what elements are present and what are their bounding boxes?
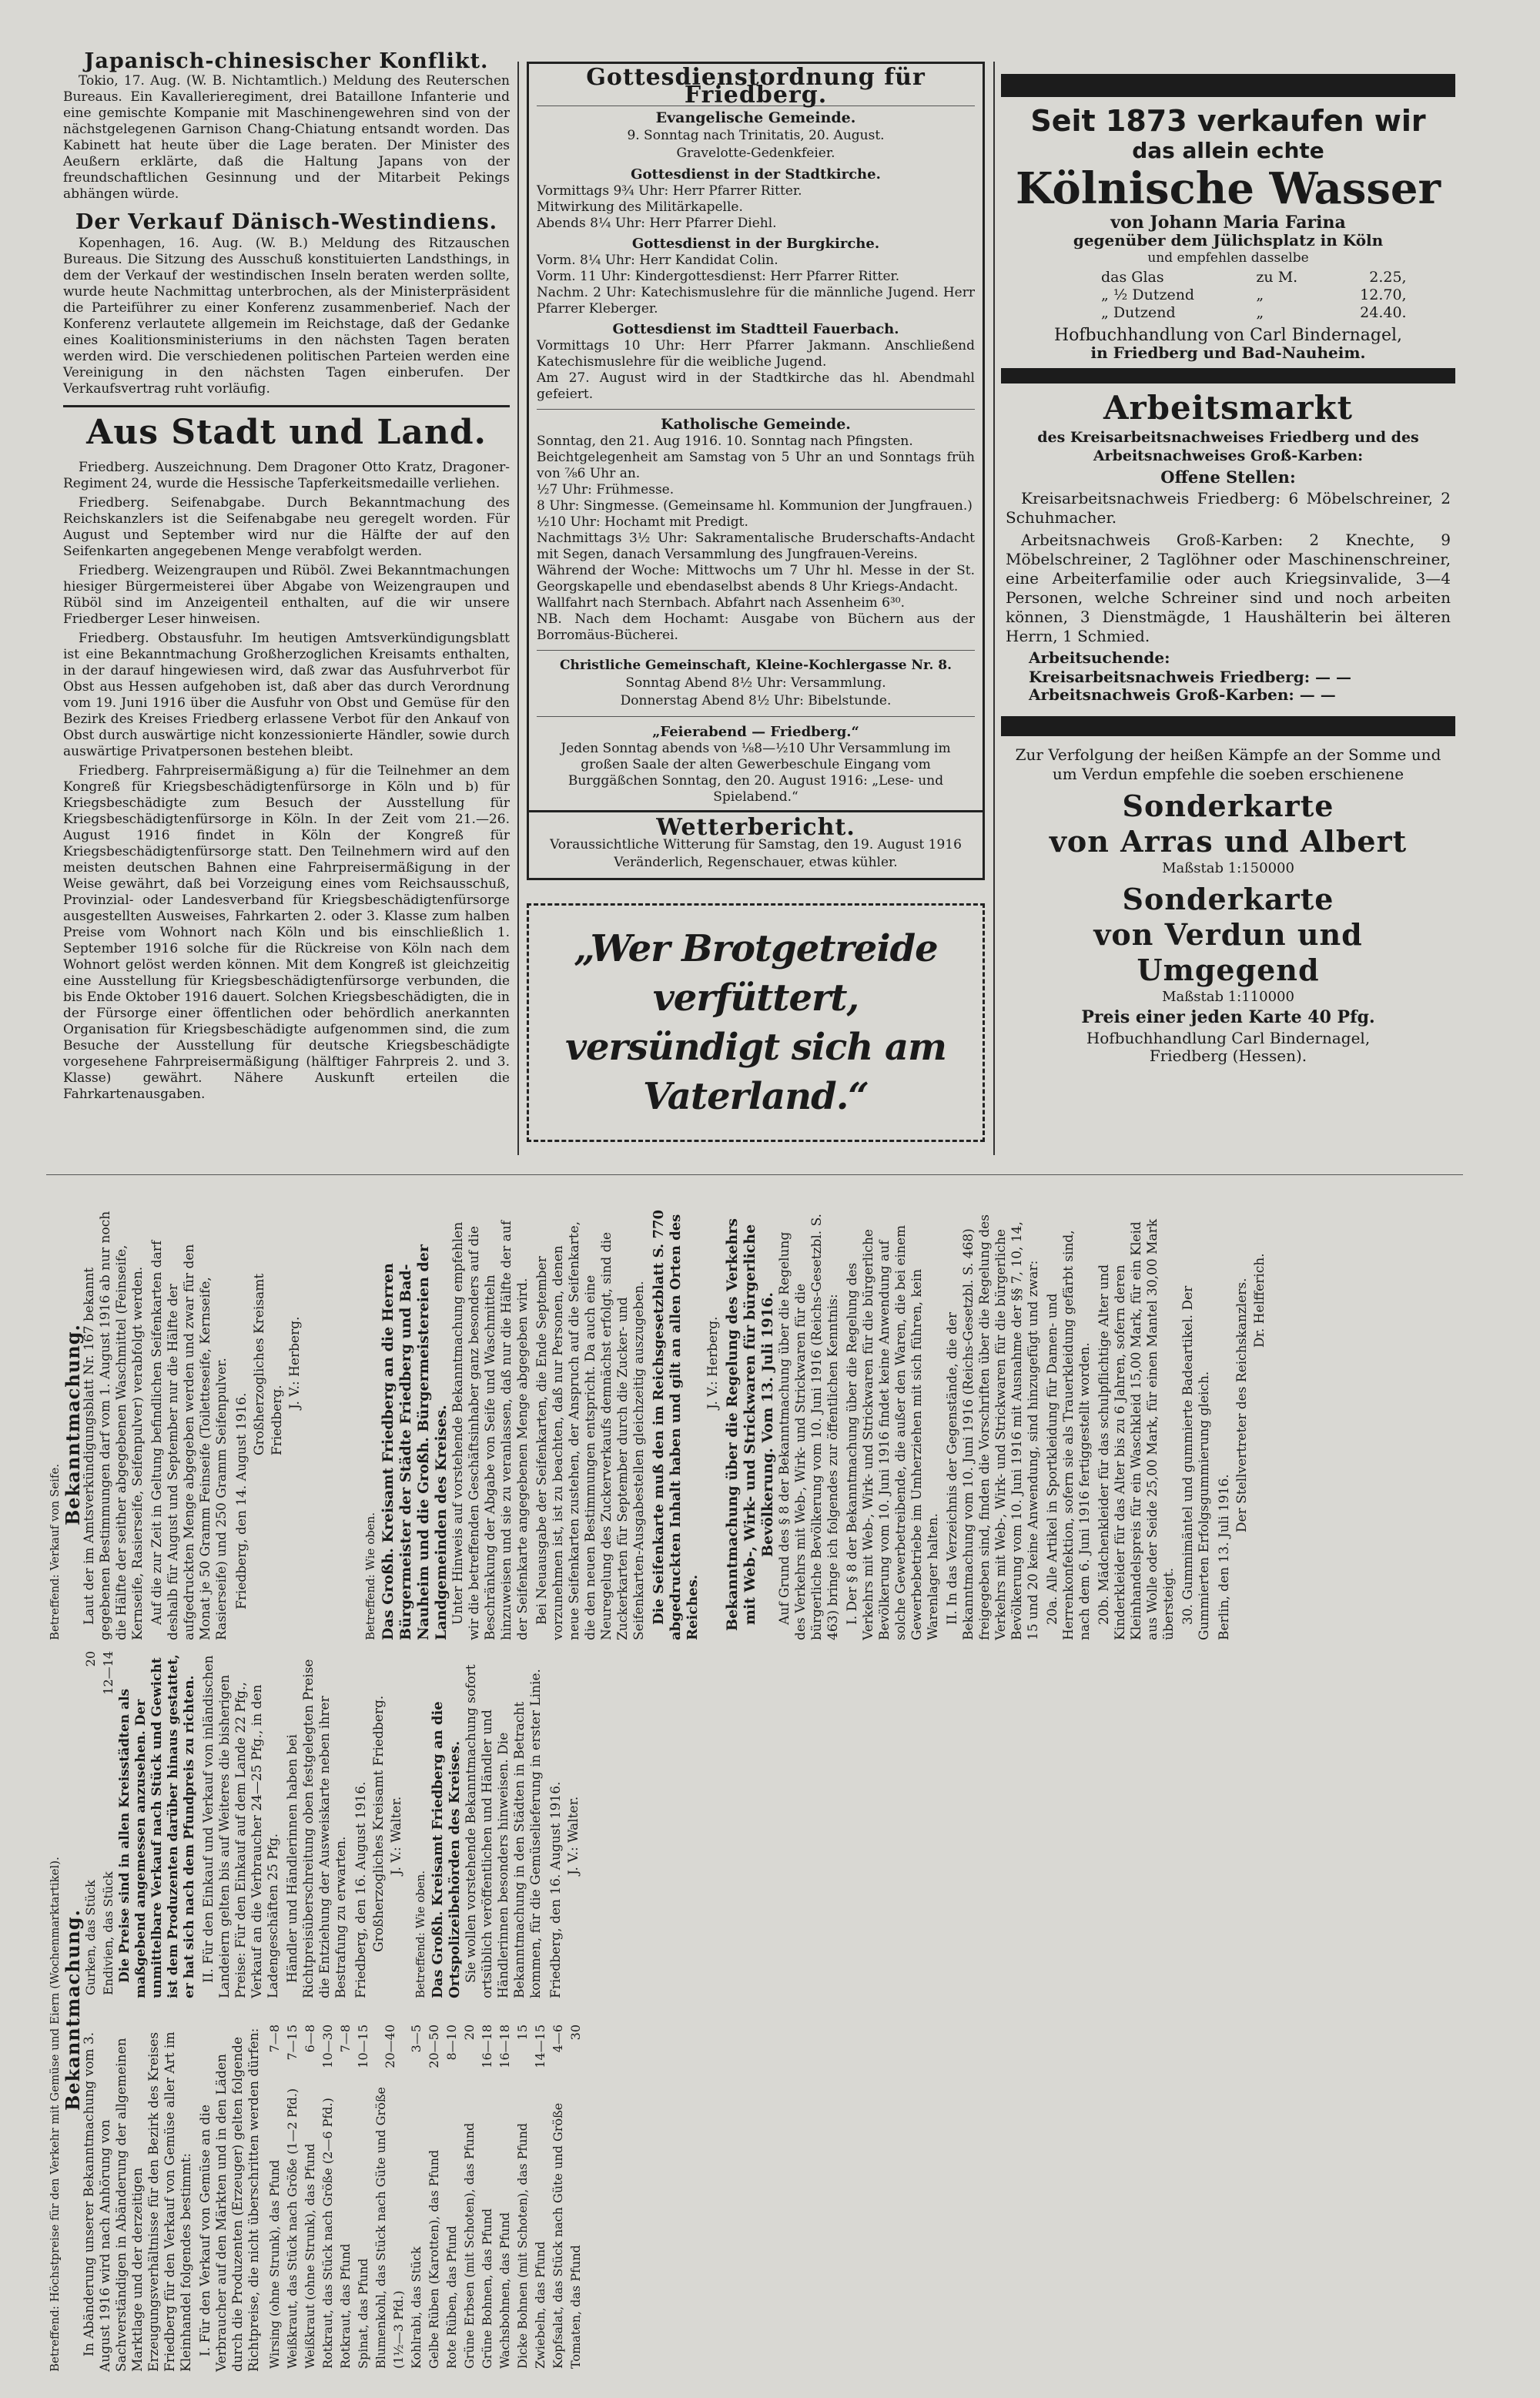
price-list-item: Rotkraut, das Stück nach Größe (2—6 Pfd.)	[320, 2098, 335, 2369]
labor-market-sub: des Kreisarbeitsnachweises Friedberg und des Arbeitsnachweises Groß-Karben:	[1037, 429, 1419, 464]
feierabend-heading: „Feierabend — Friedberg.“	[652, 724, 859, 740]
price-list-item: Spinat, das Pfund	[356, 2258, 370, 2369]
notice-signature: Der Stellvertreter des Reichskanzlers.	[1234, 1278, 1250, 1532]
notice-text: 20b. Mädchenkleider für das schulpflichtige Alter und Kinderkleider für das Alter bis zu 6 Jahren, sofern deren Kleinhandelspreis für ein Waschkleid 15,00 Mark, für ein Kleid aus Wolle oder Seide 25,00 Mark, für einen Mantel 30,00 Mark übersteigt.	[1096, 1218, 1177, 1640]
notice-subject: Betreffend: Wie oben.	[413, 1870, 427, 1998]
price-list-price: 20	[462, 2025, 477, 2041]
price-list-item: Tomaten, das Pfund	[568, 2245, 583, 2369]
price-list-row	[82, 1648, 99, 1998]
price-list-item: Weißkraut (ohne Strunk), das Pfund	[303, 2143, 317, 2369]
notice-signature: Friedberg, den 16. August 1916.	[548, 1781, 564, 1998]
price-list-item: Kopfsalat, das Stück nach Güte und Größe	[551, 2102, 565, 2369]
notice-heading: Das Großh. Kreisamt Friedberg an die Ortspolizeibehörden des Kreises.	[430, 1701, 463, 1998]
price-cell: „ Dutzend	[1101, 304, 1176, 321]
catholic-line: Wallfahrt nach Sternbach. Abfahrt nach Assenheim 6³⁰.	[537, 595, 906, 611]
column-church	[527, 62, 985, 1142]
stadtkirche-line: Abends 8¼ Uhr: Herr Pfarrer Diehl.	[537, 216, 777, 231]
black-bar	[1001, 716, 1455, 736]
catholic-heading: Katholische Gemeinde.	[661, 416, 851, 433]
labor-market-text: Arbeitsnachweis Groß-Karben: 2 Knechte, 9 Möbelschreiner, 2 Taglöhner oder Maschinenschreiner, eine Arbeiterfamilie oder auch Kriegsinvalide, 3—4 Personen, welche Schreiner sind und noch arbeiten können, 3 Dienstmägde, 1 Haushälterin bei älteren Herrn, 1 Schmied.	[1006, 531, 1451, 645]
farina-ad-line: von Johann Maria Farina	[1110, 213, 1346, 233]
price-list-item: Grüne Erbsen (mit Schoten), das Pfund	[462, 2122, 477, 2369]
stadtkirche-heading: Gottesdienst in der Stadtkirche.	[631, 166, 881, 183]
price-list-row	[425, 2021, 443, 2372]
notice-signature: Berlin, den 13. Juli 1916.	[1217, 1474, 1232, 1640]
price-cell: 12.70,	[1360, 286, 1407, 303]
price-list-item: Endivien, das Stück	[101, 1871, 116, 1995]
labor-market-open: Offene Stellen:	[1160, 467, 1296, 487]
burgkirche-line: Nachm. 2 Uhr: Katechismuslehre für die männliche Jugend. Herr Pfarrer Kleberger.	[537, 285, 975, 316]
notice-text: I. Für den Verkauf von Gemüse an die Verbraucher auf den Märkten und in den Läden durch die Produzenten (Erzeuger) gelten folgende Richtpreise, die nicht überschritten werden dürfen:	[198, 2028, 262, 2372]
price-list-row	[478, 2021, 496, 2372]
price-list-price: 16—18	[497, 2025, 512, 2068]
divider	[63, 405, 510, 407]
price-list-price: 20—50	[427, 2025, 441, 2068]
notice-vegetable-prices	[46, 1648, 939, 2372]
price-list-price: 7—8	[267, 2025, 282, 2053]
price-list-item: Zwiebeln, das Pfund	[533, 2241, 547, 2369]
column-divider	[993, 62, 995, 1155]
article-auszeichnung: Friedberg. Auszeichnung. Dem Dragoner Otto Kratz, Dragoner-Regiment 24, wurde die Hessische Tapferkeitsmedaille verliehen.	[63, 460, 510, 491]
map-ad-scale: Maßstab 1:110000	[1162, 989, 1294, 1005]
article-obstausfuhr: Friedberg. Obstausfuhr. Im heutigen Amtsverkündigungsblatt ist eine Bekanntmachung Großherzoglichen Kreisamts enthalten, in der darauf hingewiesen wird, daß zwar das Ausfuhrverbot für Obst aus Hessen aufgehoben ist, daß aber das durch Verordnung vom 19. Juni 1916 über die Ausfuhr von Obst und Gemüse für den Bezirk des Kreises Friedberg erlassene Verbot für den Ankauf von Obst durch auswärtige nicht konzessionierte Händler, sowie durch auswärtige Privatpersonen bestehen bleibt.	[63, 631, 510, 759]
catholic-line: ½10 Uhr: Hochamt mit Predigt.	[537, 514, 748, 530]
farina-ad-line: und empfehlen dasselbe	[1147, 250, 1309, 266]
farina-ad-line: Seit 1873 verkaufen wir	[1030, 104, 1426, 138]
notice-signature: Großherzogliches Kreisamt Friedberg.	[371, 1695, 387, 1952]
price-row	[1098, 269, 1410, 286]
stadtkirche-line: Vormittags 9¾ Uhr: Herr Pfarrer Ritter.	[537, 183, 802, 199]
weather-heading: Wetterbericht.	[656, 814, 855, 841]
catholic-line: NB. Nach dem Hochamt: Ausgabe von Büchern aus der Borromäus-Bücherei.	[537, 611, 975, 643]
price-list-price: 12—14	[101, 1651, 116, 1695]
evangelical-heading: Evangelische Gemeinde.	[655, 109, 856, 126]
price-list-row	[266, 2021, 283, 2372]
headline-japan-china: Japanisch-chinesischer Konflikt.	[84, 49, 489, 73]
price-list-row	[301, 2021, 319, 2372]
price-cell: „	[1256, 304, 1264, 321]
map-ad-title: von Arras und Albert	[1049, 824, 1408, 859]
map-ad-price: Preis einer jeden Karte 40 Pfg.	[1081, 1007, 1375, 1027]
weather-line: Voraussichtliche Witterung für Samstag, den 19. August 1916	[550, 837, 962, 852]
notice-soap-mayors	[362, 1209, 724, 1640]
notice-signature: J. V.: Herberg.	[287, 1316, 303, 1409]
price-list-row	[460, 2021, 478, 2372]
labor-market-title: Arbeitsmarkt	[1103, 389, 1354, 427]
notice-signature: Großherzogliches Kreisamt Friedberg.	[252, 1273, 285, 1455]
map-ad-title: Sonderkarte	[1122, 789, 1334, 823]
price-list-price: 7—15	[285, 2025, 300, 2061]
black-bar	[1001, 368, 1455, 383]
column-divider	[517, 62, 519, 1155]
labor-market-seekers: Arbeitsuchende:	[1029, 648, 1170, 667]
catholic-line: ½7 Uhr: Frühmesse.	[537, 482, 675, 497]
price-cell: das Glas	[1101, 269, 1164, 286]
article-danish-westindies: Kopenhagen, 16. Aug. (W. B.) Meldung des Ritzauschen Bureaus. Die Sitzung des Ausschuß konstituierten Landsthings, in dem der Verkauf der westindischen Inseln beraten werden sollte, wurde heute Nachmittag unterbrochen, als der Ministerpräsident die Parteiführer zu einer Konferenz zusammenberief. Nach der Konferenz verlautete allgemein im Reichstage, daß der Gedanke eines Koalitionsministeriums in den nächsten Tagen beraten werden wird. Die verschiedenen politischen Parteien werden eine Vereinigung in den nächsten Tagen einberufen. Der Verkaufsvertrag ruht vorläufig.	[63, 236, 510, 397]
burgkirche-heading: Gottesdienst in der Burgkirche.	[631, 236, 880, 252]
weather-line: Veränderlich, Regenschauer, etwas kühler.	[614, 855, 898, 870]
price-cell: 2.25,	[1369, 269, 1407, 286]
map-ad-title: Sonderkarte	[1122, 882, 1334, 916]
fauerbach-line: Vormittags 10 Uhr: Herr Pfarrer Jakmann. Anschließend Katechismuslehre für die weibliche Jugend.	[537, 338, 975, 370]
price-cell: „	[1256, 286, 1264, 303]
price-list-price: 15	[515, 2025, 530, 2041]
divider	[46, 1174, 1463, 1175]
notice-text: 30. Gummimäntel und gummierte Badeartikel. Der Gummierten Erfolgsgummierung gleich.	[1180, 1285, 1212, 1640]
notice-heading: Bekanntmachung über die Regelung des Verkehrs mit Web-, Wirk- und Strickwaren für bürgerliche Bevölkerung. Vom 13. Juli 1916.	[724, 1218, 776, 1631]
section-title-stadt-land: Aus Stadt und Land.	[86, 413, 487, 452]
price-row	[1098, 304, 1410, 322]
price-cell: 24.40.	[1360, 304, 1407, 321]
price-list-item: Gelbe Rüben (Karotten), das Pfund	[427, 2149, 441, 2369]
church-schedule-box	[527, 62, 985, 812]
feierabend-text: Jeden Sonntag abends von ⅛8—½10 Uhr Versammlung im großen Saale der alten Gewerbeschule Eingang vom Burggäßchen Sonntag, den 20. August 1916: „Lese- und Spielabend.“	[561, 741, 951, 805]
notice-text: Auf Grund des § 8 der Bekanntmachung über die Regelung des Verkehrs mit Web-, Wirk- und Strickwaren für die bürgerliche Bevölkerung vom 10. Juni 1916 (Reichs-Gesetzbl. S. 463) bringe ich folgendes zur öffentlichen Kenntnis:	[777, 1213, 841, 1640]
price-list-row	[99, 1648, 117, 1998]
fauerbach-heading: Gottesdienst im Stadtteil Fauerbach.	[612, 321, 899, 337]
notice-text: 20a. Alle Artikel in Sportkleidung für Damen- und Herrenkonfektion, sofern sie als Trauerkleidung gefärbt sind, nach dem 6. Juni 1916 fertiggestellt worden.	[1045, 1230, 1093, 1640]
price-list-price: 30	[568, 2025, 583, 2041]
slogan-box	[527, 903, 985, 1142]
notice-text: II. In das Verzeichnis der Gegenstände, die der Bekanntmachung vom 10. Juni 1916 (Reichs-Gesetzbl. S. 468) freigegeben sind, finden die Vorschriften über die Regelung des Verkehrs mit Web-, Wirk- und Strickwaren für die bürgerliche Bevölkerung vom 10. Juni 1916 mit Ausnahme der §§ 7, 10, 14, 15 und 20 keine Anwendung, sind hinzugefügt und zwar:	[945, 1214, 1041, 1640]
price-list-price: 8—10	[444, 2025, 459, 2061]
price-list-item: Wirsing (ohne Strunk), das Pfund	[267, 2159, 282, 2369]
notice-subject: Betreffend: Verkauf von Seife.	[48, 1463, 62, 1640]
farina-ad	[1001, 97, 1455, 368]
evangelical-date: 9. Sonntag nach Trinitatis, 20. August.	[627, 128, 885, 143]
farina-ad-seller: in Friedberg und Bad-Nauheim.	[1090, 343, 1366, 362]
catholic-line: Nachmittags 3½ Uhr: Sakramentalische Bruderschafts-Andacht mit Segen, danach Versammlung des Jungfrauen-Vereins.	[537, 531, 975, 562]
price-list-row	[567, 2021, 584, 2372]
farina-ad-seller: Hofbuchhandlung von Carl Bindernagel,	[1053, 326, 1403, 345]
labor-market-text: Kreisarbeitsnachweis Friedberg: 6 Möbelschreiner, 2 Schuhmacher.	[1006, 489, 1451, 527]
map-ad-seller: Hofbuchhandlung Carl Bindernagel,	[1086, 1029, 1371, 1047]
price-list-row	[354, 2021, 372, 2372]
labor-market	[1001, 383, 1455, 708]
price-list-item: Dicke Bohnen (mit Schoten), das Pfund	[515, 2122, 530, 2369]
notice-signature: Friedberg, den 16. August 1916.	[353, 1781, 369, 1998]
catholic-line: Während der Woche: Mittwochs um 7 Uhr hl. Messe in der St. Georgskapelle und ebendaselbst abends 8 Uhr Kriegs-Andacht.	[537, 563, 975, 594]
map-ad-title: von Verdun und Umgegend	[1093, 917, 1363, 987]
price-list-price: 14—15	[533, 2025, 547, 2068]
price-list-row	[336, 2021, 354, 2372]
catholic-line: Sonntag, den 21. Aug 1916. 10. Sonntag nach Pfingsten.	[537, 434, 913, 449]
burgkirche-line: Vorm. 11 Uhr: Kindergottesdienst: Herr Pfarrer Ritter.	[537, 269, 900, 284]
notice-heading: Bekanntmachung.	[62, 1324, 84, 1526]
black-bar	[1001, 74, 1455, 97]
notice-text: Die Seifenkarte muß den im Reichsgesetzblatt S. 770 abgedruckten Inhalt haben und gilt an allen Orten des Reiches.	[651, 1209, 701, 1640]
farina-ad-line: gegenüber dem Jülichsplatz in Köln	[1073, 231, 1384, 250]
article-fahrpreis: Friedberg. Fahrpreisermäßigung a) für die Teilnehmer an dem Kongreß für Kriegsbeschädigtenfürsorge in Köln und b) für Kriegsbeschädigte zum Besuch der Ausstellung für Kriegsbeschädigtenfürsorge in Köln. In der Zeit vom 21.—26. August 1916 findet in Köln der Kongreß für Kriegsbeschädigtenfürsorge statt. Den Teilnehmern wird auf den meisten deutschen Bahnen eine Fahrpreisermäßigung in der Weise gewährt, daß bei Vorzeigung eines vom Reichsausschuß, Provinzial- oder Landesverband für Kriegsbeschädigtenfürsorge ausgestellten Ausweises, Fahrkarten 2. oder 3. Klasse zum halben Preise vom Wohnort nach Köln und bis einschließlich 1. September 1916 solche für die Rückreise von Köln nach dem Wohnort gelöst werden können. Mit dem Kongreß ist gleichzeitig eine Ausstellung für Kriegsbeschädigtenfürsorge verbunden, die bis Ende Oktober 1916 dauert. Solchen Kriegsbeschädigten, die in der Fürsorge einer öffentlichen oder behördlich anerkannten Organisation für Kriegsbeschädigte aufgenommen sind, die zum Besuche der Ausstellung für deutsche Kriegsbeschädigte vorgesehene Fahrpreisermäßigung (hälftiger Fahrpreis 2. und 3. Klasse) gewährt. Nähere Auskunft erteilen die Fahrkartenausgaben.	[63, 763, 510, 1102]
notice-text: Die Preise sind in allen Kreisstädten als maßgebend angemessen anzusehen. Der unmittelbare Verkauf nach Stück und Gewicht ist dem Produzenten darüber hinaus gestattet, er hat sich nach dem Pfundpreis zu richten.	[117, 1654, 197, 1998]
notice-text: Laut der im Amtsverkündigungsblatt Nr. 167 bekannt gegebenen Bestimmungen darf vom 1. August 1916 ab nur noch die Hälfte der seither abgegebenen Waschmittel (Feinseife, Kernseife, Rasierseife, Seifenpulver) verabfolgt werden.	[82, 1211, 146, 1640]
burgkirche-line: Vorm. 8¼ Uhr: Herr Kandidat Colin.	[537, 253, 778, 268]
price-row	[1098, 286, 1410, 304]
notice-text: Händler und Händlerinnen haben bei Richtpreisüberschreitung oben festgelegten Preise die Entziehung der Ausweiskarte neben ihrer Bestrafung zu erwarten.	[285, 1659, 349, 1998]
map-ad-seller: Friedberg (Hessen).	[1149, 1047, 1307, 1065]
slogan-line: „Wer Brotgetreide verfüttert,	[574, 927, 938, 1020]
labor-market-text: Arbeitsnachweis Groß-Karben: — —	[1029, 685, 1336, 704]
church-headline: Gottesdienstordnung für Friedberg.	[586, 64, 926, 109]
price-list-item: Weißkraut, das Stück nach Größe (1—2 Pfd.)	[285, 2088, 300, 2369]
price-list-row	[372, 2021, 407, 2372]
christian-community-line: Christliche Gemeinschaft, Kleine-Kochlergasse Nr. 8.	[559, 658, 952, 673]
price-list-row	[283, 2021, 301, 2372]
notice-signature: J. V.: Walter.	[566, 1796, 581, 1875]
price-list-item: Blumenkohl, das Stück nach Güte und Größe (1½—3 Pfd.)	[373, 2087, 406, 2369]
evangelical-note: Gravelotte-Gedenkfeier.	[676, 146, 835, 161]
price-list-price: 20	[83, 1651, 98, 1667]
headline-danish-westindies: Der Verkauf Dänisch-Westindiens.	[75, 210, 498, 234]
weather-box	[527, 812, 985, 880]
price-list-row	[549, 2021, 567, 2372]
price-list-item: Wachsbohnen, das Pfund	[497, 2212, 512, 2369]
price-list-row	[443, 2021, 460, 2372]
price-list-price: 3—5	[409, 2025, 424, 2053]
farina-ad-title: Kölnische Wasser	[1015, 163, 1441, 214]
farina-ad-line: das allein echte	[1132, 138, 1324, 163]
map-ad	[1001, 736, 1455, 1074]
divider	[537, 650, 975, 651]
notice-subject: Betreffend: Höchstpreise für den Verkehr mit Gemüse und Eiern (Wochenmarktartikel).	[48, 1857, 62, 2372]
catholic-line: 8 Uhr: Singmesse. (Gemeinsame hl. Kommunion der Jungfrauen.)	[537, 498, 973, 514]
price-list-item: Kohlrabi, das Stück	[409, 2246, 424, 2369]
price-list-price: 7—8	[338, 2025, 353, 2053]
notice-signature: J. V.: Walter.	[389, 1796, 404, 1875]
price-list-row	[319, 2021, 336, 2372]
notice-heading: Das Großh. Kreisamt Friedberg an die Herren Bürgermeister der Städte Friedberg und Bad-Nauheim und die Großh. Bürgermeistereien der Landgemeinden des Kreises.	[380, 1244, 450, 1640]
notice-text: In Abänderung unserer Bekanntmachung vom 3. August 1916 wird nach Anhörung von Sachverständigen in Abänderung der allgemeinen Marktlage und der derzeitigen Erzeugungsverhältnisse für den Bezirk des Kreises Friedberg für den Verkauf von Gemüse aller Art im Kleinhandel folgendes bestimmt:	[82, 2031, 194, 2372]
notice-text: I. Der § 8 der Bekanntmachung über die Regelung des Verkehrs mit Web-, Wirk- und Strickwaren für die bürgerliche Bevölkerung vom 10. Juni 1916 findet keine Anwendung auf solche Gewerbetreibende, die außer den Waren, die bei einem Gewerbebetriebe im Umherziehen mit sich führen, kein Warenlager halten.	[845, 1224, 941, 1640]
slogan-line: versündigt sich am Vaterland.“	[565, 1026, 946, 1118]
notice-heading: Bekanntmachung.	[62, 1909, 84, 2111]
christian-community-line: Donnerstag Abend 8½ Uhr: Bibelstunde.	[620, 693, 892, 708]
labor-market-text: Kreisarbeitsnachweis Friedberg: — —	[1029, 668, 1352, 686]
price-list-price: 16—18	[480, 2025, 494, 2068]
price-table	[1098, 269, 1410, 322]
notice-text: Unter Hinweis auf vorstehende Bekanntmachung empfehlen wir die betreffenden Geschäftsinhaber ganz besonders auf die Beschränkung der Abgabe von Seife und Waschmitteln hinzuweisen und sie zu veranlassen, daß nur die Hälfte der auf der Seifenkarte angegebenen Menge abgegeben wird.	[450, 1220, 531, 1640]
price-list-item: Rote Rüben, das Pfund	[444, 2226, 459, 2369]
price-list-item: Gurken, das Stück	[83, 1880, 98, 1995]
notice-subject: Betreffend: Wie oben.	[363, 1512, 377, 1640]
article-japan-china: Tokio, 17. Aug. (W. B. Nichtamtlich.) Meldung des Reuterschen Bureaus. Ein Kavallerieregiment, drei Bataillone Infanterie und eine gemischte Kompanie mit Maschinengewehren sind von der nächstgelegenen Garnison Chang-Chiatung entsandt worden. Das Kabinett hat heute über die Lage beraten. Der Minister des Aeußern erklärte, daß die Haltung Japans von der freundschaftlichen Gesinnung und der Mitarbeit Pekings abhängen würde.	[63, 73, 510, 202]
price-list-price: 6—8	[303, 2025, 317, 2053]
stadtkirche-line: Mitwirkung des Militärkapelle.	[537, 199, 743, 215]
price-cell: zu M.	[1256, 269, 1298, 286]
price-list-price: 10—30	[320, 2025, 335, 2068]
notice-signature: Dr. Helfferich.	[1252, 1253, 1267, 1348]
notice-text: II. Für den Einkauf und Verkauf von inländischen Landeiern gelten bis auf Weiteres die bisherigen Preise: Für den Einkauf auf dem Lande 22 Pfg., Verkauf an die Verbraucher 24—25 Pfg., in den Ladengeschäften 25 Pfg.	[201, 1655, 281, 1998]
notice-text: Auf die zur Zeit in Geltung befindlichen Seifenkarten darf deshalb für August und September nur die Hälfte der aufgedruckten Menge abgegeben werden und zwar für den Monat je 50 Gramm Feinseife (Toiletteseife, Kernseife, Rasierseife) und 250 Gramm Seifenpulver.	[149, 1240, 229, 1640]
price-list-price: 10—15	[356, 2025, 370, 2068]
notice-textiles	[724, 1209, 1448, 1640]
map-ad-intro: Zur Verfolgung der heißen Kämpfe an der Somme und um Verdun empfehle die soeben erschienene	[1015, 745, 1441, 783]
price-list-price: 4—6	[551, 2025, 565, 2053]
catholic-line: Beichtgelegenheit am Samstag von 5 Uhr an und Sonntags früh von ⅞6 Uhr an.	[537, 450, 975, 481]
price-cell: „ ½ Dutzend	[1101, 286, 1195, 303]
article-weizengraupen: Friedberg. Weizengraupen und Rüböl. Zwei Bekanntmachungen hiesiger Bürgermeisterei über Abgabe von Weizengraupen und Rüböl sind im Anzeigenteil enthalten, auf die wir unsere Friedberger Leser hinweisen.	[63, 563, 510, 627]
column-news	[63, 49, 510, 1106]
price-list-item: Grüne Bohnen, das Pfund	[480, 2208, 494, 2369]
notice-text: Bei Neuausgabe der Seifenkarten, die Ende September vorzunehmen ist, ist zu beachten, daß nur Personen, denen neue Seifenkarten zustehen, der Anspruch auf die Seifenkarte, die den neuen Bestimmungen entspricht. Da auch eine Neuregelung des Zuckerverkaufs demnächst erfolgt, sind die Zuckerkarten für September durch die Zucker- und Seifenkarten-Ausgabestellen gleichzeitig auszugeben.	[534, 1221, 647, 1640]
notice-signature: J. V.: Herberg.	[705, 1316, 721, 1409]
map-ad-scale: Maßstab 1:150000	[1162, 860, 1294, 876]
price-list-row	[496, 2021, 514, 2372]
price-list-item: Rotkraut, das Pfund	[338, 2243, 353, 2369]
price-list-price: 20—40	[382, 2025, 397, 2068]
notice-body	[82, 1648, 584, 2372]
column-ads	[1001, 74, 1455, 1074]
divider	[537, 409, 975, 410]
fauerbach-line: Am 27. August wird in der Stadtkirche das hl. Abendmahl gefeiert.	[537, 370, 975, 402]
notice-signature: Friedberg, den 14. August 1916.	[234, 1392, 249, 1609]
divider	[537, 716, 975, 717]
christian-community-line: Sonntag Abend 8½ Uhr: Versammlung.	[625, 675, 886, 691]
article-seifenabgabe: Friedberg. Seifenabgabe. Durch Bekanntmachung des Reichskanzlers ist die Seifenabgabe neu geregelt worden. Für August und September wird nur die Hälfte der auf den Seifenkarten angegebenen Menge verabfolgt werden.	[63, 495, 510, 559]
notice-text: Sie wollen vorstehende Bekanntmachung sofort ortsüblich veröffentlichen und Händler und Händlerinnen besonders hinweisen. Die Bekanntmachung in den Städten in Betracht kommen, für die Gemüselieferung in erster Linie.	[464, 1664, 544, 1998]
price-list-row	[407, 2021, 425, 2372]
price-list-row	[514, 2021, 531, 2372]
price-list-row	[531, 2021, 549, 2372]
